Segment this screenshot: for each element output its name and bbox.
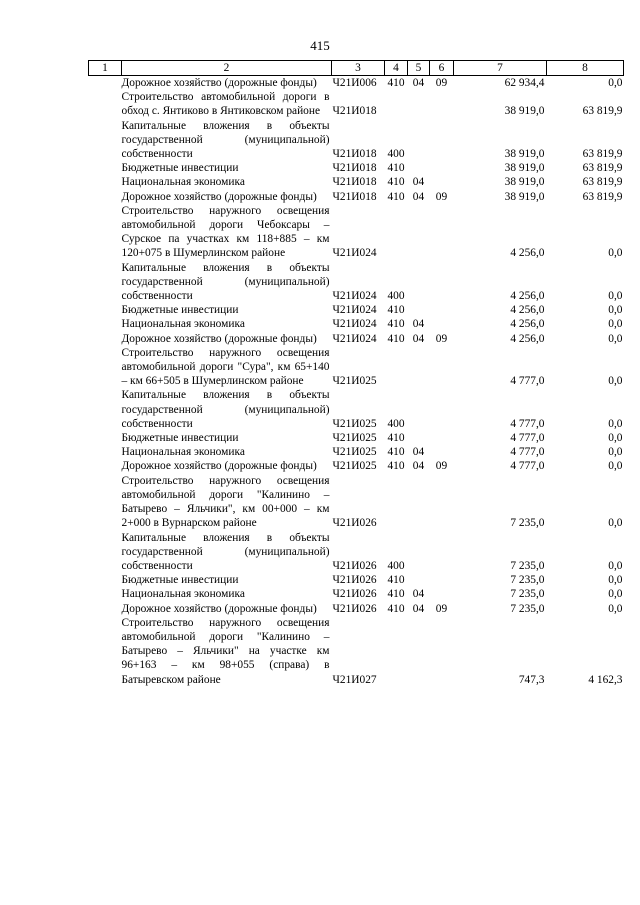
row-expense-type: 410 xyxy=(387,460,405,473)
table-row xyxy=(89,388,624,431)
row-cell-blank xyxy=(89,573,122,587)
row-cell-blank xyxy=(89,161,122,175)
row-section xyxy=(408,161,430,175)
column-header-6: 6 xyxy=(430,61,454,76)
row-subsection xyxy=(430,431,454,445)
row-name: Строительство наружного освещения автомобильной дороги "Калинино – Батырево – Яльчики" на участке км 96+163 – км 98+055 (справа) в Батыревском районе xyxy=(121,616,330,686)
row-cell-blank xyxy=(89,332,122,346)
row-name: Капитальные вложения в объекты государственной (муниципальной) собственности xyxy=(121,389,330,430)
row-section: 04 xyxy=(412,460,425,473)
row-subsection: 09 xyxy=(435,77,448,89)
row-code: Ч21И018 xyxy=(332,190,377,203)
row-amount-2: 0,0 xyxy=(608,446,623,459)
row-name: Бюджетные инвестиции xyxy=(121,162,239,175)
row-amount-2: 0,0 xyxy=(608,332,623,345)
row-section xyxy=(408,573,430,587)
table-row xyxy=(89,90,624,118)
page-number: 415 xyxy=(310,38,330,53)
row-code: Ч21И018 xyxy=(332,148,377,161)
row-expense-type xyxy=(385,346,408,389)
row-name: Бюджетные инвестиции xyxy=(121,432,239,445)
row-amount-1: 38 919,0 xyxy=(504,105,545,118)
table-row xyxy=(89,317,624,331)
row-amount-1: 4 777,0 xyxy=(510,375,545,388)
table-row xyxy=(89,175,624,189)
row-code: Ч21И024 xyxy=(332,304,377,317)
table-row xyxy=(89,190,624,204)
row-subsection xyxy=(430,445,454,459)
row-name: Дорожное хозяйство (дорожные фонды) xyxy=(121,190,317,203)
row-subsection: 09 xyxy=(435,190,448,203)
row-amount-2: 0,0 xyxy=(608,77,623,89)
table-row xyxy=(89,261,624,304)
row-expense-type xyxy=(385,204,408,261)
row-amount-1: 7 235,0 xyxy=(510,517,545,530)
row-code: Ч21И025 xyxy=(332,460,377,473)
row-amount-2: 0,0 xyxy=(608,432,623,445)
table-row xyxy=(89,573,624,587)
row-amount-1: 747,3 xyxy=(518,673,545,686)
row-amount-2: 0,0 xyxy=(608,559,623,572)
row-code: Ч21И024 xyxy=(332,247,377,260)
row-name: Бюджетные инвестиции xyxy=(121,304,239,317)
row-name: Национальная экономика xyxy=(121,588,245,601)
budget-table xyxy=(88,60,624,687)
row-section xyxy=(408,90,430,118)
row-code: Ч21И027 xyxy=(332,673,377,686)
row-code: Ч21И026 xyxy=(332,559,377,572)
column-header-7: 7 xyxy=(454,61,547,76)
row-name: Капитальные вложения в объекты государственной (муниципальной) собственности xyxy=(121,119,330,161)
row-code: Ч21И018 xyxy=(332,162,377,175)
row-expense-type: 400 xyxy=(387,148,405,161)
row-subsection xyxy=(430,474,454,531)
column-header-8: 8 xyxy=(547,61,624,76)
row-amount-2: 63 819,9 xyxy=(582,105,623,118)
row-section: 04 xyxy=(412,332,425,345)
row-section xyxy=(408,346,430,389)
row-amount-2: 0,0 xyxy=(608,574,623,587)
row-name: Строительство наружного освещения автомобильной дороги "Калинино – Батырево – Яльчики", км 00+000 – км 2+000 в Вурнарском районе xyxy=(121,474,330,530)
table-header-row xyxy=(89,61,624,76)
row-amount-1: 4 256,0 xyxy=(510,332,545,345)
row-section: 04 xyxy=(412,77,425,89)
row-name: Строительство наружного освещения автомобильной дороги Чебоксары – Сурское па участках км 118+885 – км 120+075 в Шумерлинском районе xyxy=(121,204,330,260)
row-amount-1: 4 256,0 xyxy=(510,247,545,260)
row-amount-2: 0,0 xyxy=(608,318,623,331)
row-cell-blank xyxy=(89,175,122,189)
row-code: Ч21И025 xyxy=(332,417,377,430)
row-expense-type: 410 xyxy=(387,332,405,345)
row-amount-2: 0,0 xyxy=(608,375,623,388)
row-subsection xyxy=(430,388,454,431)
row-cell-blank xyxy=(89,602,122,616)
row-cell-blank xyxy=(89,76,122,91)
row-cell-blank xyxy=(89,459,122,473)
row-expense-type: 400 xyxy=(387,559,405,572)
row-subsection xyxy=(430,587,454,601)
column-header-1: 1 xyxy=(89,61,122,76)
row-expense-type: 400 xyxy=(387,417,405,430)
row-section xyxy=(408,204,430,261)
table-row xyxy=(89,602,624,616)
row-expense-type: 410 xyxy=(387,190,405,203)
table-row xyxy=(89,431,624,445)
row-cell-blank xyxy=(89,431,122,445)
row-expense-type xyxy=(385,90,408,118)
row-amount-2: 63 819,9 xyxy=(582,190,623,203)
row-expense-type: 410 xyxy=(387,432,405,445)
row-section: 04 xyxy=(412,588,425,601)
row-amount-1: 7 235,0 xyxy=(510,574,545,587)
row-cell-blank xyxy=(89,474,122,531)
row-subsection xyxy=(430,346,454,389)
row-expense-type: 410 xyxy=(387,318,405,331)
row-amount-1: 4 777,0 xyxy=(510,446,545,459)
row-section xyxy=(408,261,430,304)
column-header-2: 2 xyxy=(122,61,332,76)
row-subsection xyxy=(430,161,454,175)
row-amount-1: 4 777,0 xyxy=(510,432,545,445)
table-row xyxy=(89,303,624,317)
row-name: Строительство автомобильной дороги в обход с. Янтиково в Янтиковском районе xyxy=(121,91,330,118)
row-cell-blank xyxy=(89,445,122,459)
row-amount-2: 0,0 xyxy=(608,460,623,473)
column-header-3: 3 xyxy=(332,61,385,76)
row-section: 04 xyxy=(412,190,425,203)
table-row xyxy=(89,616,624,687)
row-section xyxy=(408,303,430,317)
table-body xyxy=(89,76,624,687)
row-subsection: 09 xyxy=(435,460,448,473)
row-section xyxy=(408,388,430,431)
row-cell-blank xyxy=(89,119,122,162)
column-header-4: 4 xyxy=(385,61,408,76)
row-expense-type: 410 xyxy=(387,602,405,615)
row-code: Ч21И018 xyxy=(332,105,377,118)
row-section xyxy=(408,119,430,162)
row-name: Национальная экономика xyxy=(121,318,245,331)
row-cell-blank xyxy=(89,346,122,389)
row-cell-blank xyxy=(89,261,122,304)
table-row xyxy=(89,76,624,91)
row-section xyxy=(408,431,430,445)
row-section: 04 xyxy=(412,318,425,331)
row-expense-type: 410 xyxy=(387,574,405,587)
row-amount-2: 0,0 xyxy=(608,517,623,530)
row-code: Ч21И026 xyxy=(332,602,377,615)
row-cell-blank xyxy=(89,190,122,204)
row-subsection: 09 xyxy=(435,332,448,345)
row-cell-blank xyxy=(89,303,122,317)
table-row xyxy=(89,531,624,574)
row-amount-2: 63 819,9 xyxy=(582,176,623,189)
row-name: Дорожное хозяйство (дорожные фонды) xyxy=(121,460,317,473)
row-code: Ч21И026 xyxy=(332,588,377,601)
row-subsection xyxy=(430,261,454,304)
row-subsection xyxy=(430,303,454,317)
row-name: Дорожное хозяйство (дорожные фонды) xyxy=(121,77,317,89)
row-amount-1: 4 256,0 xyxy=(510,304,545,317)
row-subsection xyxy=(430,531,454,574)
row-amount-1: 7 235,0 xyxy=(510,602,545,615)
row-amount-2: 0,0 xyxy=(608,290,623,303)
row-code: Ч21И018 xyxy=(332,176,377,189)
row-name: Строительство наружного освещения автомобильной дороги "Сура", км 65+140 – км 66+505 в Шумерлинском районе xyxy=(121,346,330,388)
row-expense-type xyxy=(385,616,408,687)
row-section xyxy=(408,616,430,687)
table-row xyxy=(89,204,624,261)
row-name: Национальная экономика xyxy=(121,176,245,189)
row-amount-1: 4 777,0 xyxy=(510,417,545,430)
row-amount-1: 38 919,0 xyxy=(504,148,545,161)
row-code: Ч21И026 xyxy=(332,517,377,530)
row-code: Ч21И006 xyxy=(332,77,377,89)
table-row xyxy=(89,587,624,601)
row-amount-2: 4 162,3 xyxy=(588,673,623,686)
row-section: 04 xyxy=(412,446,425,459)
row-subsection xyxy=(430,175,454,189)
row-subsection xyxy=(430,204,454,261)
row-cell-blank xyxy=(89,388,122,431)
row-code: Ч21И024 xyxy=(332,290,377,303)
row-amount-1: 4 256,0 xyxy=(510,290,545,303)
row-subsection xyxy=(430,616,454,687)
row-subsection xyxy=(430,573,454,587)
row-code: Ч21И026 xyxy=(332,574,377,587)
table-row xyxy=(89,346,624,389)
row-cell-blank xyxy=(89,531,122,574)
table-row xyxy=(89,119,624,162)
row-section xyxy=(408,531,430,574)
row-amount-2: 0,0 xyxy=(608,304,623,317)
table-row xyxy=(89,459,624,473)
row-cell-blank xyxy=(89,616,122,687)
row-amount-2: 0,0 xyxy=(608,602,623,615)
row-subsection xyxy=(430,90,454,118)
row-amount-2: 0,0 xyxy=(608,247,623,260)
row-amount-1: 38 919,0 xyxy=(504,162,545,175)
row-name: Бюджетные инвестиции xyxy=(121,574,239,587)
row-subsection xyxy=(430,317,454,331)
row-amount-1: 7 235,0 xyxy=(510,559,545,572)
row-expense-type: 410 xyxy=(387,162,405,175)
row-code: Ч21И025 xyxy=(332,446,377,459)
row-code: Ч21И024 xyxy=(332,332,377,345)
row-cell-blank xyxy=(89,90,122,118)
row-name: Дорожное хозяйство (дорожные фонды) xyxy=(121,602,317,615)
row-expense-type: 410 xyxy=(387,176,405,189)
row-section: 04 xyxy=(412,176,425,189)
row-amount-2: 0,0 xyxy=(608,417,623,430)
row-expense-type xyxy=(385,474,408,531)
column-header-5: 5 xyxy=(408,61,430,76)
row-expense-type: 410 xyxy=(387,77,405,89)
row-expense-type: 410 xyxy=(387,588,405,601)
row-name: Капитальные вложения в объекты государственной (муниципальной) собственности xyxy=(121,261,330,303)
row-amount-1: 38 919,0 xyxy=(504,190,545,203)
row-amount-2: 0,0 xyxy=(608,588,623,601)
row-amount-2: 63 819,9 xyxy=(582,162,623,175)
row-section: 04 xyxy=(412,602,425,615)
row-expense-type: 410 xyxy=(387,446,405,459)
table-row xyxy=(89,445,624,459)
row-name: Национальная экономика xyxy=(121,446,245,459)
row-amount-2: 63 819,9 xyxy=(582,148,623,161)
row-amount-1: 7 235,0 xyxy=(510,588,545,601)
row-cell-blank xyxy=(89,204,122,261)
row-amount-1: 38 919,0 xyxy=(504,176,545,189)
table-row xyxy=(89,332,624,346)
table-row xyxy=(89,474,624,531)
row-name: Капитальные вложения в объекты государственной (муниципальной) собственности xyxy=(121,531,330,572)
row-amount-1: 4 256,0 xyxy=(510,318,545,331)
row-amount-1: 4 777,0 xyxy=(510,460,545,473)
row-code: Ч21И025 xyxy=(332,432,377,445)
row-cell-blank xyxy=(89,317,122,331)
row-name: Дорожное хозяйство (дорожные фонды) xyxy=(121,332,317,345)
table-row xyxy=(89,161,624,175)
row-code: Ч21И025 xyxy=(332,375,377,388)
row-code: Ч21И024 xyxy=(332,318,377,331)
row-cell-blank xyxy=(89,587,122,601)
row-section xyxy=(408,474,430,531)
row-expense-type: 410 xyxy=(387,304,405,317)
row-expense-type: 400 xyxy=(387,290,405,303)
row-amount-1: 62 934,4 xyxy=(504,77,545,89)
row-subsection xyxy=(430,119,454,162)
row-subsection: 09 xyxy=(435,602,448,615)
